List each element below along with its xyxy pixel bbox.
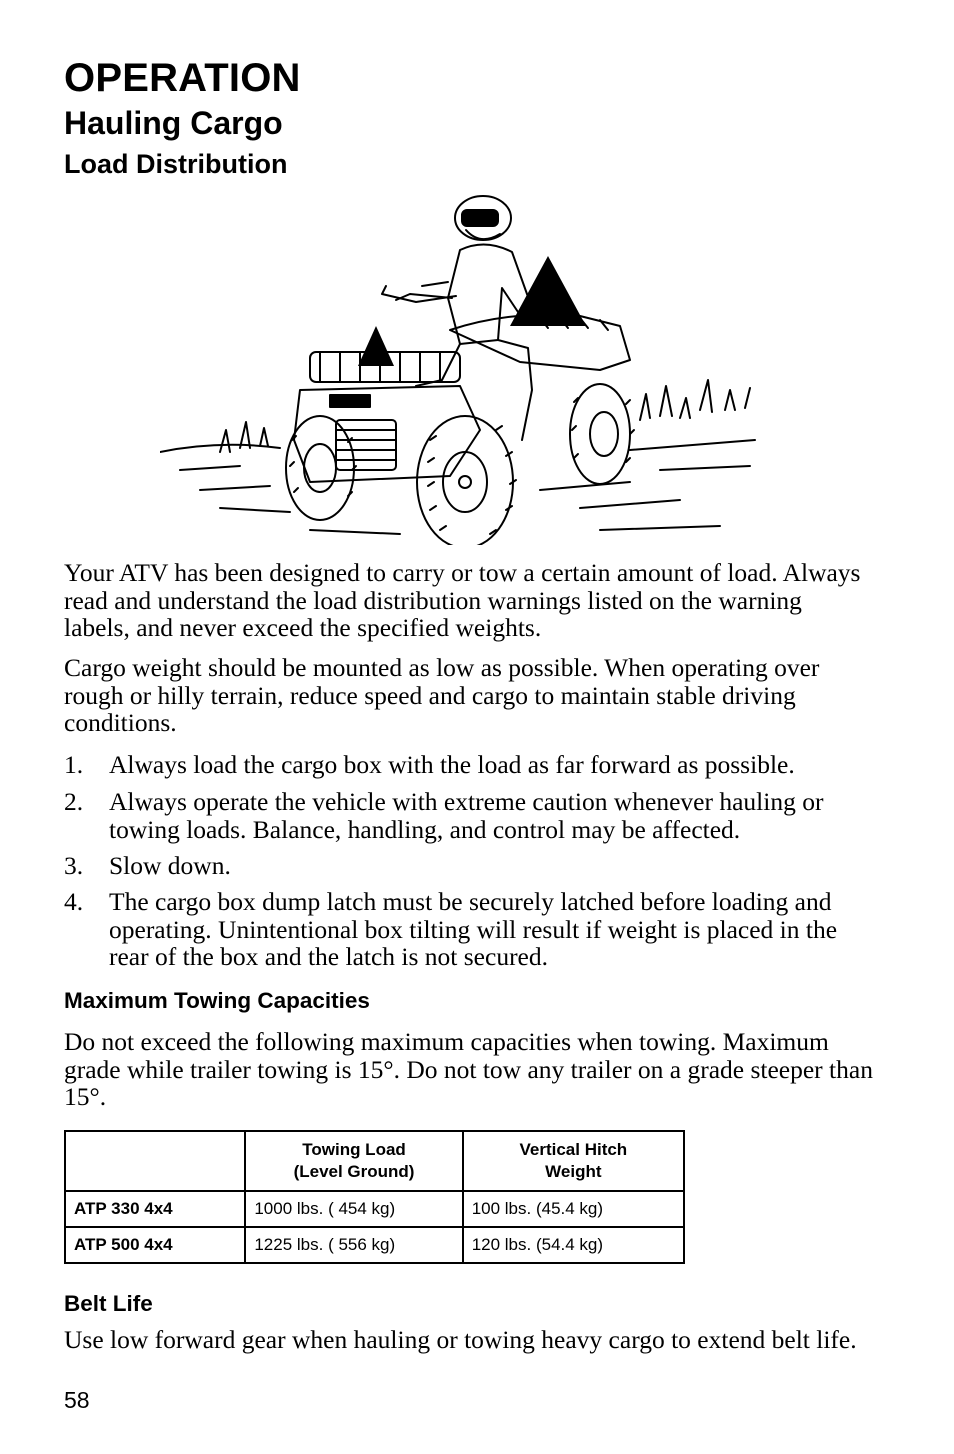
belt-life-paragraph: Use low forward gear when hauling or towing heavy cargo to extend belt life. bbox=[64, 1325, 857, 1354]
list-item-number: 2. bbox=[64, 787, 84, 816]
list-item-text: Always load the cargo box with the load as far forward as possible. bbox=[109, 750, 795, 779]
towing-capacity-table bbox=[64, 1130, 685, 1264]
list-item-number: 4. bbox=[64, 887, 84, 916]
list-item-text: The cargo box dump latch must be securely latched before loading and operating. Unintentional box tilting will result if weight is placed in the rear of the box and the latch is not secured. bbox=[109, 887, 838, 971]
table-cell-towing-load: 1000 lbs. ( 454 kg) bbox=[245, 1191, 462, 1227]
belt-life-heading: Belt Life bbox=[64, 1291, 153, 1316]
list-item-number: 3. bbox=[64, 851, 84, 880]
section-heading: OPERATION bbox=[64, 56, 301, 100]
list-item bbox=[64, 852, 874, 882]
list-item-text: Always operate the vehicle with extreme caution whenever hauling or towing loads. Balance, handling, and control may be affected. bbox=[109, 787, 824, 844]
atv-illustration bbox=[160, 190, 760, 545]
list-item-number: 1. bbox=[64, 750, 84, 779]
list-item-text: Slow down. bbox=[109, 851, 231, 880]
list-item bbox=[64, 751, 874, 781]
towing-heading: Maximum Towing Capacities bbox=[64, 988, 370, 1013]
table-header-row bbox=[65, 1131, 684, 1191]
list-item bbox=[64, 788, 874, 846]
intro-paragraph: Cargo weight should be mounted as low as possible. When operating over rough or hilly terrain, reduce speed and cargo to maintain stable driving conditions. bbox=[64, 653, 820, 737]
table-cell-model: ATP 330 4x4 bbox=[65, 1191, 245, 1227]
table-row bbox=[65, 1227, 684, 1263]
table-header-model bbox=[65, 1131, 245, 1191]
warning-triangle-rear-icon bbox=[510, 256, 586, 326]
table-header-hitch-weight: Vertical Hitch Weight bbox=[463, 1131, 684, 1191]
table-cell-hitch-weight: 100 lbs. (45.4 kg) bbox=[463, 1191, 684, 1227]
towing-paragraph: Do not exceed the following maximum capacities when towing. Maximum grade while trailer towing is 15°. Do not tow any trailer on a grade steeper than 15°. bbox=[64, 1027, 873, 1111]
table-row bbox=[65, 1191, 684, 1227]
table-cell-model: ATP 500 4x4 bbox=[65, 1227, 245, 1263]
table-header-towing-load: Towing Load (Level Ground) bbox=[245, 1131, 462, 1191]
page-title: Hauling Cargo bbox=[64, 105, 283, 141]
list-item bbox=[64, 888, 874, 972]
page-number: 58 bbox=[64, 1387, 90, 1413]
table-cell-hitch-weight: 120 lbs. (54.4 kg) bbox=[463, 1227, 684, 1263]
intro-paragraph: Your ATV has been designed to carry or tow a certain amount of load. Always read and understand the load distribution warnings listed on the warning labels, and never exceed the specified weights. bbox=[64, 558, 861, 642]
warning-triangle-front-icon bbox=[358, 326, 394, 366]
table-cell-towing-load: 1225 lbs. ( 556 kg) bbox=[245, 1227, 462, 1263]
subsection-heading: Load Distribution bbox=[64, 149, 288, 179]
